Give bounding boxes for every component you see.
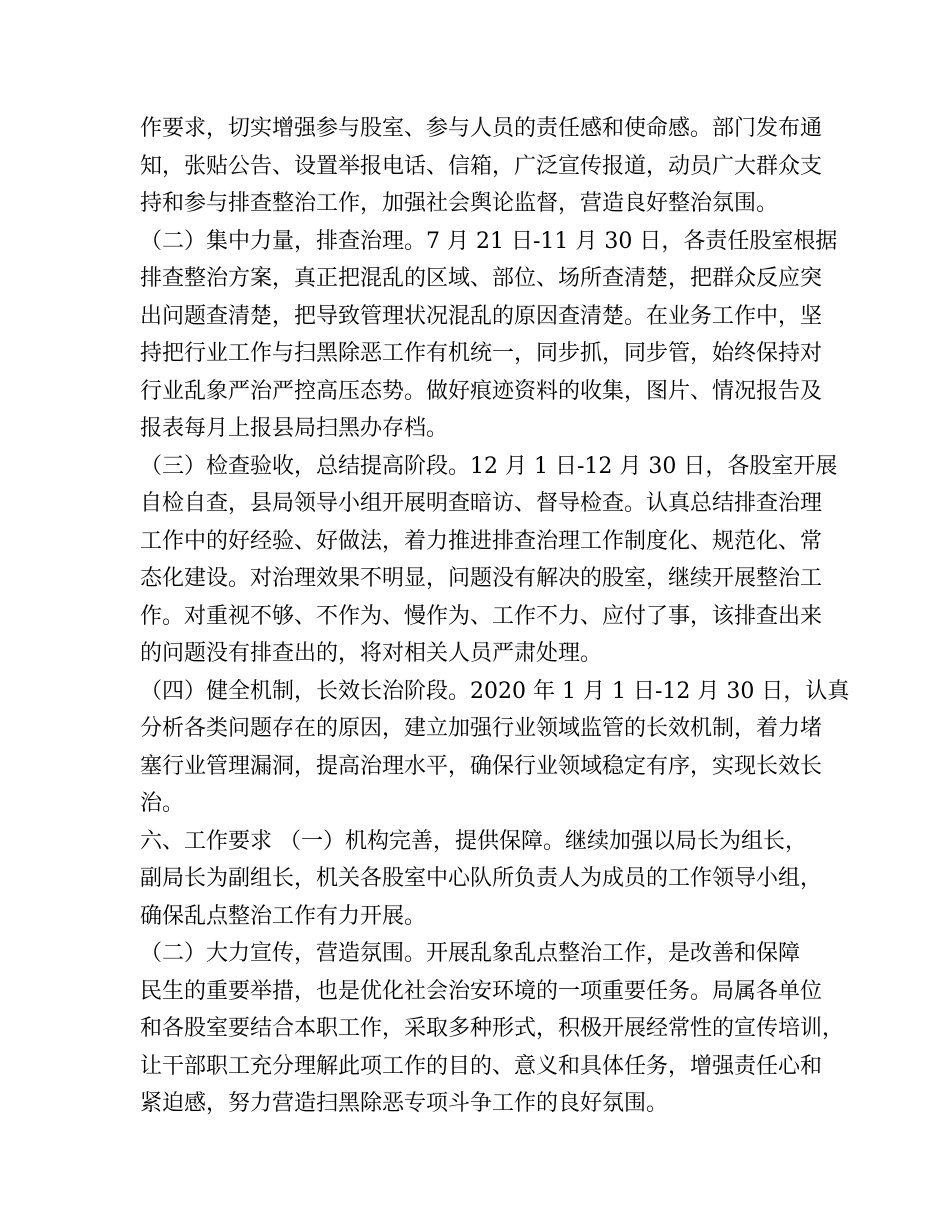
- text-line: 紧迫感，努力营造扫黑除恶专项斗争工作的良好氛围。: [140, 1091, 669, 1116]
- text-line: 报表每月上报县局扫黑办存档。: [140, 416, 449, 441]
- text-line: 分析各类问题存在的原因，建立加强行业领域监管的长效机制，着力堵: [140, 716, 823, 741]
- text-line: 排查整治方案，真正把混乱的区域、部位、场所查清楚，把群众反应突: [140, 266, 823, 291]
- text-line: （二）集中力量，排查治理。7 月 21 日-11 月 30 日，各责任股室根据: [140, 228, 838, 254]
- text-line: 作。对重视不够、不作为、慢作为、工作不力、应付了事，该排查出来: [140, 603, 823, 629]
- text-line: 作要求，切实增强参与股室、参与人员的责任感和使命感。部门发布通: [140, 116, 823, 141]
- text-line: 和各股室要结合本职工作，采取多种形式，积极开展经常性的宣传培训，: [140, 1016, 845, 1041]
- text-line: 自检自查，县局领导小组开展明查暗访、督导检查。认真总结排查治理: [140, 491, 823, 516]
- text-line: （二）大力宣传，营造氛围。开展乱象乱点整治工作，是改善和保障: [140, 941, 801, 966]
- text-line: 治。: [140, 791, 185, 816]
- text-line: 持把行业工作与扫黑除恶工作有机统一，同步抓，同步管，始终保持对: [140, 341, 823, 366]
- text-line: 确保乱点整治工作有力开展。: [140, 903, 427, 929]
- text-line: 持和参与排查整治工作，加强社会舆论监督，营造良好整治氛围。: [140, 191, 779, 216]
- text-line: 工作中的好经验、好做法，着力推进排查治理工作制度化、规范化、常: [140, 528, 823, 554]
- text-line: 知，张贴公告、设置举报电话、信箱，广泛宣传报道，动员广大群众支: [140, 153, 823, 179]
- text-line: 民生的重要举措，也是优化社会治安环境的一项重要任务。局属各单位: [140, 978, 823, 1004]
- text-line: 行业乱象严治严控高压态势。做好痕迹资料的收集，图片、情况报告及: [140, 378, 823, 404]
- text-line: 副局长为副组长，机关各股室中心队所负责人为成员的工作领导小组，: [140, 866, 823, 891]
- text-line: （三）检查验收，总结提高阶段。12 月 1 日-12 月 30 日，各股室开展: [140, 453, 838, 479]
- text-line: 态化建设。对治理效果不明显，问题没有解决的股室，继续开展整治工: [140, 566, 823, 591]
- text-line: 六、工作要求 （一）机构完善，提供保障。继续加强以局长为组长，: [140, 828, 807, 854]
- text-line: 出问题查清楚，把导致管理状况混乱的原因查清楚。在业务工作中，坚: [140, 303, 823, 329]
- text-line: 塞行业管理漏洞，提高治理水平，确保行业领域稳定有序，实现长效长: [140, 753, 823, 779]
- text-line: 的问题没有排查出的，将对相关人员严肃处理。: [140, 641, 603, 666]
- text-line: （四）健全机制，长效长治阶段。2020 年 1 月 1 日-12 月 30 日，认真: [140, 678, 850, 704]
- text-line: 让干部职工充分理解此项工作的目的、意义和具体任务，增强责任心和: [140, 1053, 823, 1079]
- document-body: [140, 110, 850, 1123]
